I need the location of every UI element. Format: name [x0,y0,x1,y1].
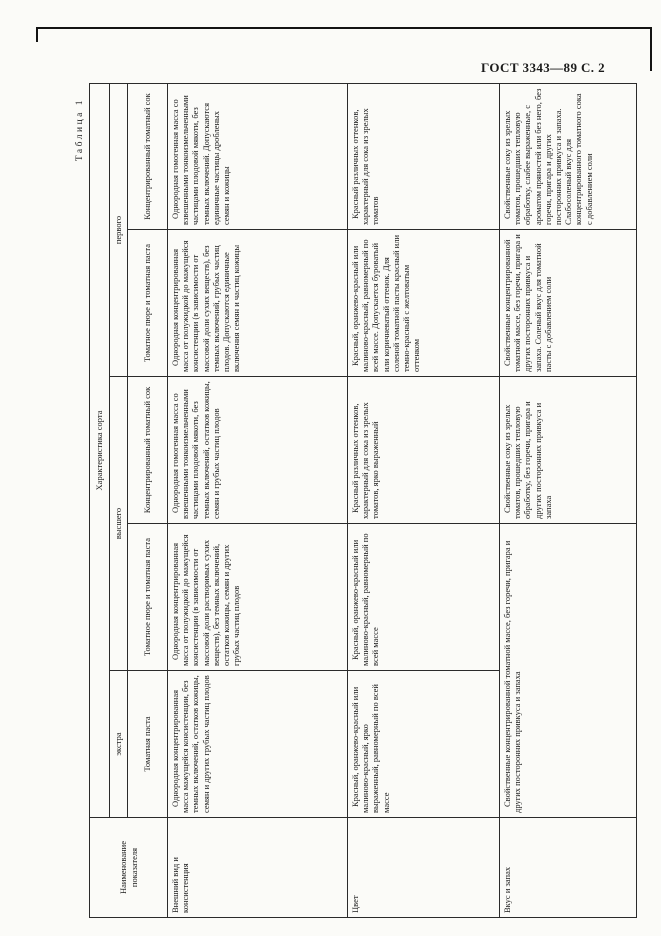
cell-color-first-puree: Красный, оранжево-красный или малиново-красный, равномерный по всей массе. Допускается буроватый или коричневатый оттенок. Для соленой томатной пасты красный или темно-красный с желтоватым оттенком [348,230,500,377]
cell-taste-highest-juice: Свойственные соку из зрелых томатов, прошедших тепловую обработку, без горечи, пригара и других посторонних привкуса и запаха [500,377,637,524]
characteristics-table [89,83,637,918]
header-grade-highest: высшего [110,377,128,671]
row-name-color: Цвет [348,818,500,918]
cell-color-first-juice: Красный различных оттенков, характерный для сока из зрелых томатов [348,83,500,229]
page-header-gost-number: ГОСТ 3343—89 С. 2 [481,60,605,75]
header-row-products [128,83,168,917]
header-product-first-juice: Концентрированный томатный сок [128,83,168,229]
header-grade-extra: экстра [110,671,128,818]
cell-color-highest-juice: Красный различных оттенков, характерный для сока из зрелых томатов, ярко выраженный [348,377,500,524]
table-row-taste [500,83,637,917]
rotated-table-container [75,84,638,918]
cell-color-highest-puree: Красный, оранжево-красный или малиново-красный, равномерный по всей массе [348,524,500,671]
header-product-first-puree: Томатное пюре и томатная паста [128,230,168,377]
cell-appearance-extra: Однородная концентрированная масса мажущейся консистенции, без темных включений, остатков кожицы, семян и других грубых частиц плодов [168,671,348,818]
scan-edge-tick-right [650,27,652,71]
cell-taste-first-juice: Свойственные соку из зрелых томатов, прошедших тепловую обработку, слабее выраженные, с ароматом пряностей или без него, без горечи, пригара и других посторонних привкуса и запаха. Слабосоленый вкус для концентрированного томатного сока с добавлением соли [500,83,637,229]
table-row-color [348,83,500,917]
cell-appearance-first-juice: Однородная гомогенная масса со взвешенными тонкоизмельченными частицами плодовой мякоти, без темных включений. Допускаются единичные частицы дробленых семян и кожицы [168,83,348,229]
header-row-grades [110,83,128,917]
header-name-column: Наименование показателя [90,818,168,918]
table-row-appearance [168,83,348,917]
row-name-appearance: Внешний вид и консистенция [168,818,348,918]
cell-appearance-first-puree: Однородная концентрированная масса от полужидкой до мажущейся консистенции (в зависимости от массовой доли сухих веществ), без темных включений, грубых частиц плодов. Допускаются единичные включения семян и частиц кожицы [168,230,348,377]
cell-color-extra: Красный, оранжево-красный или малиново-красный, ярко выраженный, равномерный по всей массе [348,671,500,818]
header-row-group [90,83,110,917]
cell-taste-first-puree: Свойственные концентрированной томатной массе, без горечи, пригара и других посторонних привкуса и запаха. Соленый вкус для томатной пасты с добавлением соли [500,230,637,377]
cell-appearance-highest-juice: Однородная гомогенная масса со взвешенными тонкоизмельченными частицами плодовой мякоти, без темных включений, остатков кожицы, семян и грубых частиц плодов [168,377,348,524]
header-grade-first: первого [110,83,128,376]
scan-edge-line [36,27,652,29]
cell-taste-extra-and-highest-puree: Свойственные концентрированной томатной массе, без горечи, пригара и других посторонних привкуса и запаха [500,524,637,818]
scan-edge-tick-left [36,27,38,42]
row-name-taste: Вкус и запах [500,818,637,918]
cell-appearance-highest-puree: Однородная концентрированная масса от полужидкой до мажущейся консистенции (в зависимости от массовой доли растворимых сухих веществ), без темных включений, остатков кожицы, семян и других грубых частиц плодов [168,524,348,671]
header-product-highest-puree: Томатное пюре и томатная паста [128,524,168,671]
table-caption: Таблица 1 [75,98,85,162]
header-product-extra-paste: Томатная паста [128,671,168,818]
header-characteristic-group: Характеристика сорта [90,83,110,817]
header-product-highest-juice: Концентрированный томатный сок [128,377,168,524]
